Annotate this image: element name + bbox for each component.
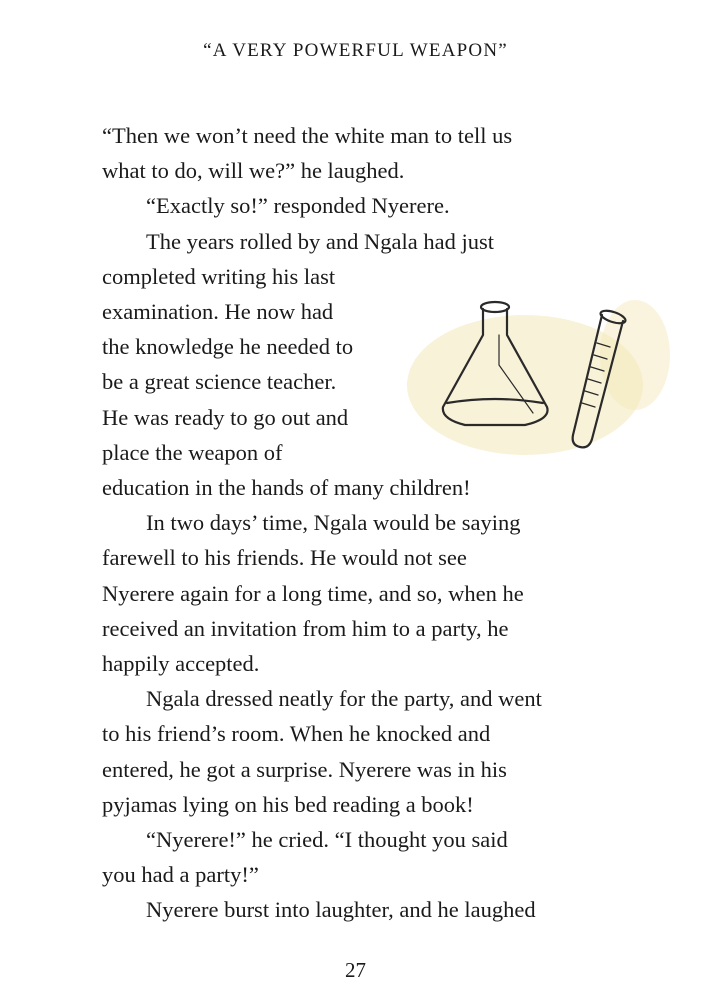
running-head: “A VERY POWERFUL WEAPON” [203,40,508,61]
text-line: place the weapon of [102,440,283,465]
page-number: 27 [345,958,366,982]
text-line: entered, he got a surprise. Nyerere was in his [102,757,507,782]
text-line: to his friend’s room. When he knocked and [102,721,491,746]
text-line: The years rolled by and Ngala had just [146,229,495,254]
text-line: happily accepted. [102,651,260,676]
text-line: Ngala dressed neatly for the party, and went [146,686,542,711]
text-line: In two days’ time, Ngala would be saying [146,510,521,535]
flask-and-test-tube-icon [405,295,670,465]
text-line: Nyerere burst into laughter, and he laughed [146,897,536,922]
text-line: “Nyerere!” he cried. “I thought you said [146,827,508,852]
text-line: Nyerere again for a long time, and so, when he [102,581,524,606]
text-line: you had a party!” [102,862,259,887]
text-line: examination. He now had [102,299,334,324]
text-line: “Then we won’t need the white man to tell us [102,123,513,148]
text-line: completed writing his last [102,264,336,289]
text-line: education in the hands of many children! [102,475,471,500]
text-line: farewell to his friends. He would not see [102,545,467,570]
text-line: what to do, will we?” he laughed. [102,158,405,183]
text-line: “Exactly so!” responded Nyerere. [146,193,450,218]
text-line: received an invitation from him to a party, he [102,616,509,641]
text-line: He was ready to go out and [102,405,349,430]
text-line: the knowledge he needed to [102,334,354,359]
text-line: be a great science teacher. [102,369,337,394]
text-line: pyjamas lying on his bed reading a book! [102,792,474,817]
